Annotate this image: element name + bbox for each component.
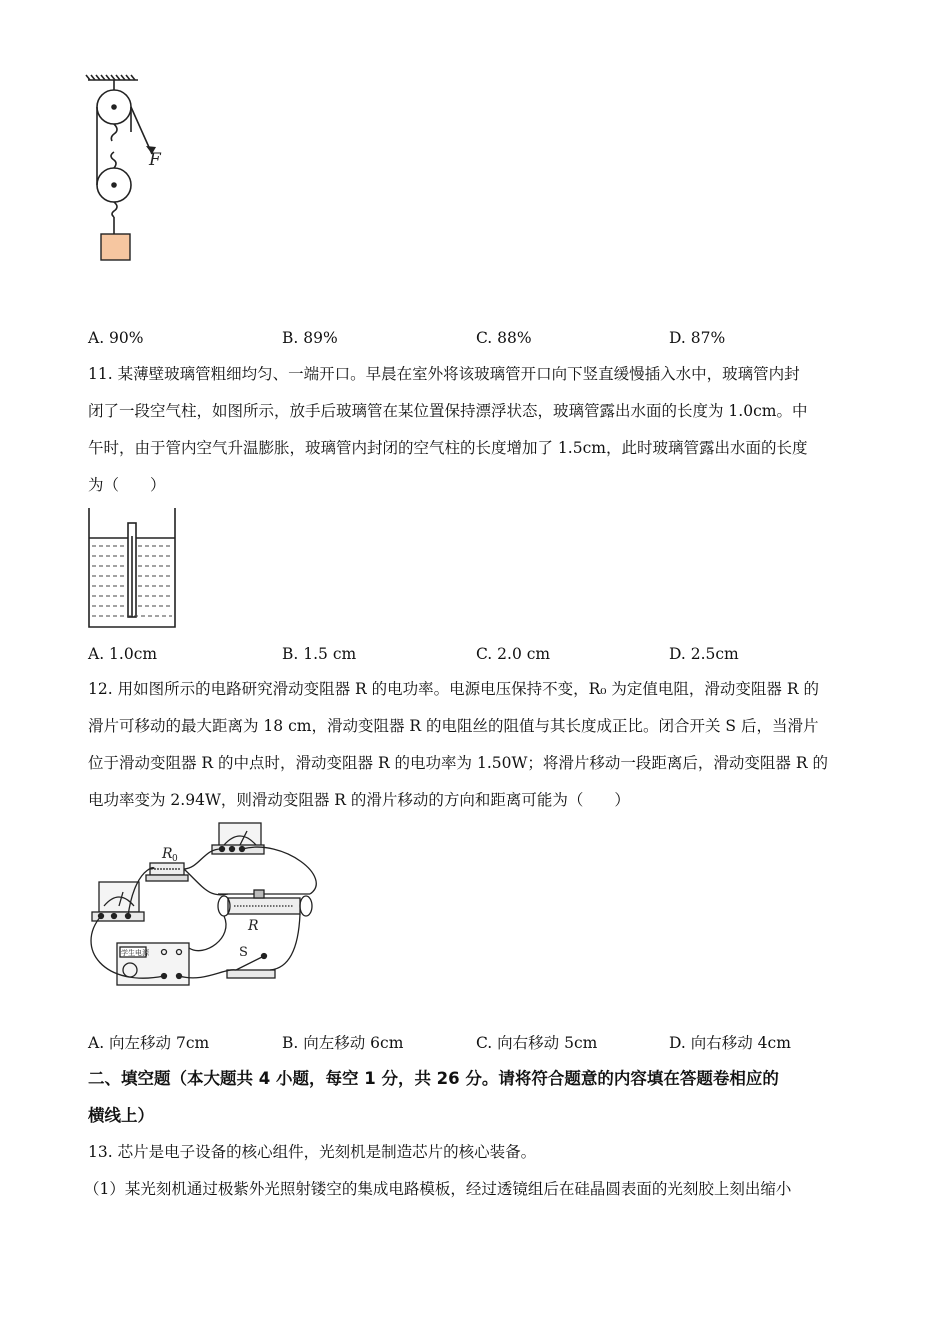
section-heading-line-2: 横线上）: [88, 1106, 154, 1125]
option-a[interactable]: A. 90%: [88, 329, 144, 347]
pulley-figure: [80, 72, 200, 262]
q13-line-2: （1）某光刻机通过极紫外光照射镂空的集成电路模板，经过透镜组后在硅晶圆表面的光刻胶上刻出缩小: [84, 1180, 792, 1198]
option-c[interactable]: C. 88%: [476, 329, 532, 347]
option-a[interactable]: A. 1.0cm: [88, 645, 158, 663]
q12-line-3: 位于滑动变阻器 R 的中点时，滑动变阻器 R 的电功率为 1.50W；将滑片移动一段距离后，滑动变阻器 R 的: [88, 754, 828, 772]
q11-line-3: 午时，由于管内空气升温膨胀，玻璃管内封闭的空气柱的长度增加了 1.5cm，此时玻璃管露出水面的长度: [88, 439, 808, 457]
q13-line-1: 13. 芯片是电子设备的核心组件，光刻机是制造芯片的核心装备。: [88, 1143, 537, 1161]
q11-line-4: 为（ ）: [88, 476, 166, 494]
q12-line-1: 12. 用如图所示的电路研究滑动变阻器 R 的电功率。电源电压保持不变，R₀ 为定值电阻，滑动变阻器 R 的: [88, 680, 819, 698]
beaker-figure: [86, 506, 186, 631]
option-c[interactable]: C. 向右移动 5cm: [476, 1034, 598, 1052]
q12-line-4: 电功率变为 2.94W，则滑动变阻器 R 的滑片移动的方向和距离可能为（ ）: [88, 791, 630, 809]
option-b[interactable]: B. 1.5 cm: [282, 645, 357, 663]
option-b[interactable]: B. 89%: [282, 329, 338, 347]
option-b[interactable]: B. 向左移动 6cm: [282, 1034, 404, 1052]
option-a[interactable]: A. 向左移动 7cm: [88, 1034, 210, 1052]
option-c[interactable]: C. 2.0 cm: [476, 645, 551, 663]
option-d[interactable]: D. 向右移动 4cm: [669, 1034, 791, 1052]
switch-label: S: [239, 945, 248, 960]
r0-label: R: [162, 846, 173, 862]
power-supply-label: 学生电源: [121, 949, 149, 957]
switch-base: [227, 970, 275, 978]
circuit-figure: [84, 818, 334, 993]
section-heading-line-1: 二、填空题（本大题共 4 小题，每空 1 分，共 26 分。请将符合题意的内容填在答题卷相应的: [88, 1069, 779, 1088]
q11-line-2: 闭了一段空气柱，如图所示，放手后玻璃管在某位置保持漂浮状态，玻璃管露出水面的长度为 1.0cm。中: [88, 402, 808, 420]
rheostat-label: R: [248, 918, 259, 934]
option-d[interactable]: D. 2.5cm: [669, 645, 739, 663]
force-label: F: [149, 150, 161, 170]
option-d[interactable]: D. 87%: [669, 329, 726, 347]
q11-line-1: 11. 某薄壁玻璃管粗细均匀、一端开口。早晨在室外将该玻璃管开口向下竖直缓慢插入水中，玻璃管内封: [88, 365, 800, 383]
q12-line-2: 滑片可移动的最大距离为 18 cm，滑动变阻器 R 的电阻丝的阻值与其长度成正比。闭合开关 S 后，当滑片: [88, 717, 819, 735]
r0-subscript: 0: [172, 854, 178, 864]
